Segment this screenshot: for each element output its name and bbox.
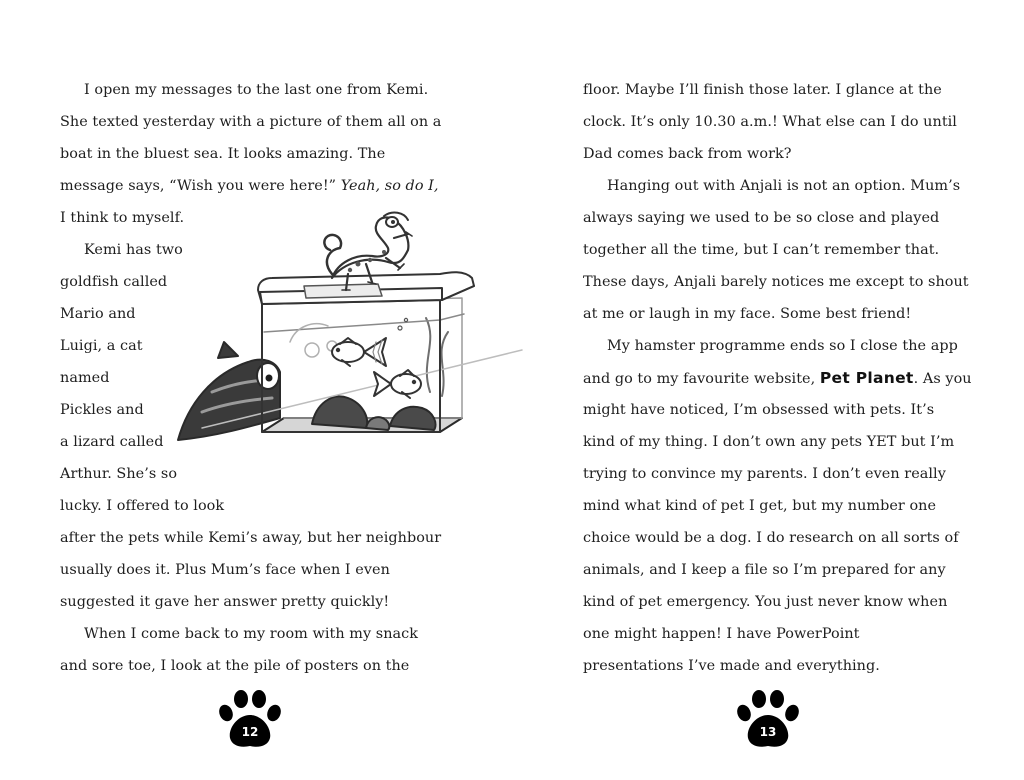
bubble-icon <box>404 318 407 321</box>
text-line: trying to convince my parents. I don’t even really <box>583 466 946 482</box>
italic-thought: Yeah, so do I, <box>340 178 439 194</box>
sentence-lead: and go to my favourite website, <box>583 371 816 387</box>
text-line: When I come back to my room with my snack <box>84 626 419 642</box>
text-line: kind of pet emergency. You just never know when <box>583 594 948 610</box>
text-line: a lizard called <box>60 434 164 450</box>
text-line <box>583 368 972 389</box>
page-number-paw <box>735 688 801 752</box>
text-line: She texted yesterday with a picture of them all on a <box>60 114 442 130</box>
text-line: clock. It’s only 10.30 a.m.! What else can I do until <box>583 114 957 130</box>
text-line: suggested it gave her answer pretty quickly! <box>60 594 390 610</box>
text-line: named <box>60 370 110 386</box>
text-line: I open my messages to the last one from Kemi. <box>84 82 429 98</box>
page-number-paw <box>217 688 283 752</box>
text-line: I think to myself. <box>60 210 185 226</box>
text-line: floor. Maybe I’ll finish those later. I glance at the <box>583 82 942 98</box>
text-line: one might happen! I have PowerPoint <box>583 626 860 642</box>
page-number: 12 <box>241 725 259 739</box>
text-line: Arthur. She’s so <box>60 466 178 482</box>
text-line: might have noticed, I’m obsessed with pets. It’s <box>583 402 935 418</box>
text-line: Kemi has two <box>84 242 183 258</box>
paw-print-icon <box>217 688 283 752</box>
paw-print-icon <box>735 688 801 752</box>
sentence-tail: . As you <box>913 371 972 387</box>
text-line: kind of my thing. I don’t own any pets YET but I’m <box>583 434 955 450</box>
text-line: together all the time, but I can’t remember that. <box>583 242 940 258</box>
pet-planet-brand: Pet Planet <box>819 369 914 387</box>
text-line: at me or laugh in my face. Some best friend! <box>583 306 912 322</box>
text-line: These days, Anjali barely notices me except to shout <box>583 274 969 290</box>
text-line: boat in the bluest sea. It looks amazing. The <box>60 146 386 162</box>
text-line: lucky. I offered to look <box>60 498 225 514</box>
quoted-message: message says, “Wish you were here!” <box>60 178 337 194</box>
text-line: Luigi, a cat <box>60 338 143 354</box>
text-line: animals, and I keep a file so I’m prepared for any <box>583 562 946 578</box>
text-line: and sore toe, I look at the pile of posters on the <box>60 658 410 674</box>
text-line: after the pets while Kemi’s away, but her neighbour <box>60 530 442 546</box>
goldfish-icon <box>332 338 386 366</box>
bubble-icon <box>398 326 402 330</box>
text-line: always saying we used to be so close and played <box>583 210 940 226</box>
text-line: My hamster programme ends so I close the app <box>607 338 958 354</box>
goldfish-icon <box>374 370 421 398</box>
text-line: Pickles and <box>60 402 144 418</box>
text-line: Dad comes back from work? <box>583 146 792 162</box>
illustration <box>172 192 528 452</box>
text-line: mind what kind of pet I get, but my number one <box>583 498 937 514</box>
text-line: presentations I’ve made and everything. <box>583 658 880 674</box>
cat-icon <box>178 342 280 440</box>
text-line: Mario and <box>60 306 136 322</box>
text-line: Hanging out with Anjali is not an option. Mum’s <box>607 178 961 194</box>
text-line: choice would be a dog. I do research on all sorts of <box>583 530 959 546</box>
text-line: usually does it. Plus Mum’s face when I even <box>60 562 390 578</box>
text-line: goldfish called <box>60 274 168 290</box>
page-number: 13 <box>759 725 777 739</box>
